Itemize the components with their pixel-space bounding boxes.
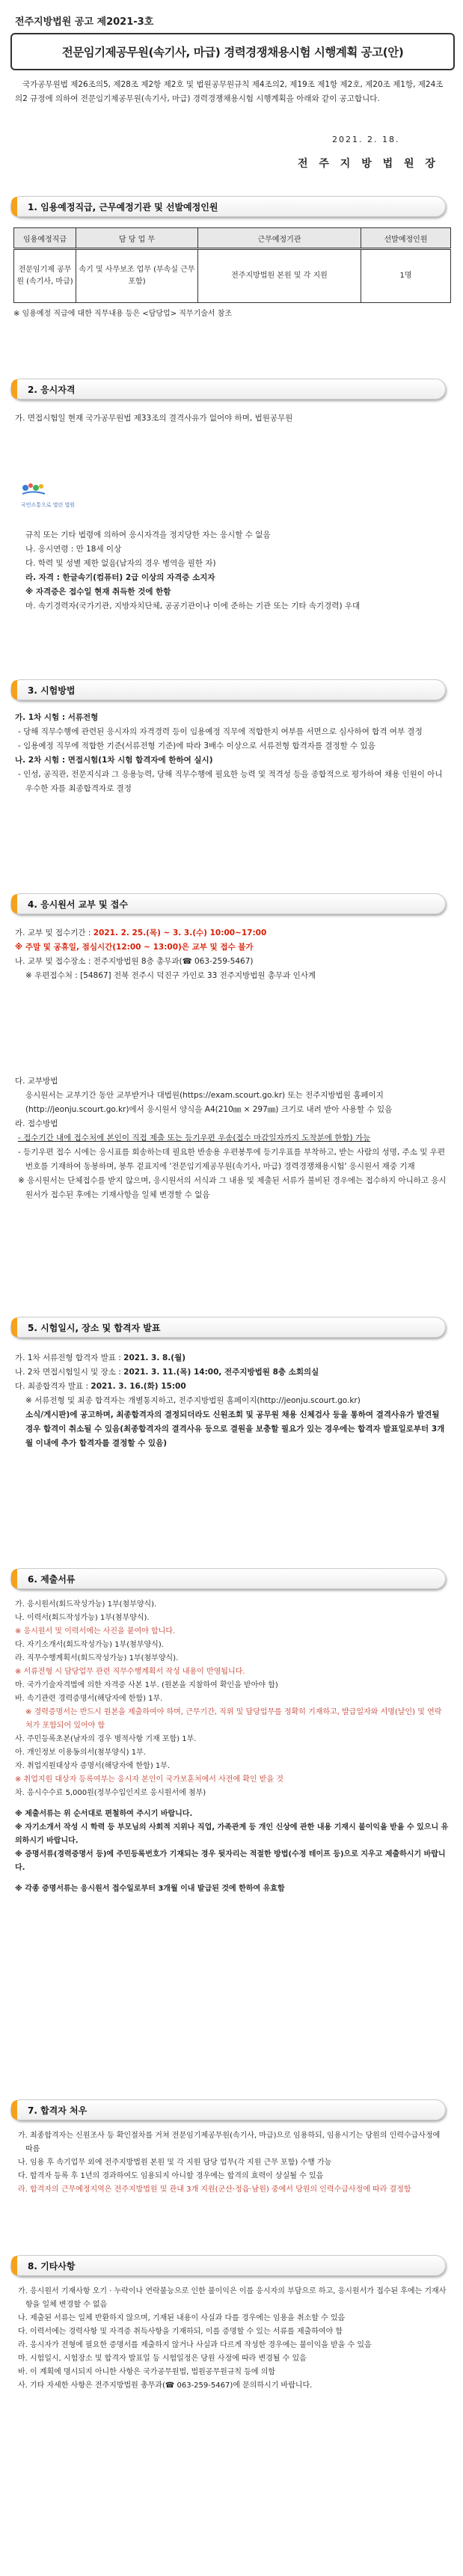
section-accent-bar (11, 894, 17, 914)
section-header-8 (10, 2255, 446, 2276)
s6-item: 라. 직무수행계획서(회드작성가능) 1부(첨부양식). (15, 1654, 179, 1662)
section-accent-bar (11, 1569, 17, 1588)
s8-line: 나. 제출된 서류는 일체 반환하지 않으며, 기재된 내용이 사실과 다를 경우에는 임용을 취소할 수 있음 (18, 2314, 346, 2322)
table-cell: 속기 및 사무보조 업무 (부속실 근무 포함) (76, 249, 198, 303)
table-header: 선발예정인원 (361, 228, 451, 249)
section-accent-bar (11, 680, 17, 700)
s3-line: - 임용예정 직무에 적합한 기준(서류전형 기준)에 따라 3배수 이상으로 서류전형 합격자를 결정할 수 있음 (18, 741, 375, 750)
s2-line-a: 가. 면접시험일 현재 국가공무원법 제33조의 결격사유가 없어야 하며, 법원공무원 (15, 414, 293, 423)
table-header: 근무예정기관 (198, 228, 361, 249)
position-table (13, 227, 451, 303)
section-accent-bar (11, 2256, 17, 2275)
document-title: 전문임기제공무원(속기사, 마급) 경력경쟁채용시험 시행계획 공고(안) (61, 46, 404, 59)
table-header: 담 당 업 무 (76, 228, 198, 249)
s4-line: 나. 교부 및 접수장소 : 전주지방법원 8층 총무과(☎ 063-259-5467) (15, 957, 254, 966)
section-title: 4. 응시원서 교부 및 접수 (28, 899, 128, 910)
s6-note: ※ 경력증명서는 반드시 원본을 제출하여야 하며, 근무기간, 직위 및 담당업무를 정확히 기재하고, 발급일자와 서명(날인) 및 연락처가 포함되어 있어야 함 (25, 1708, 442, 1730)
s8-line: 다. 이력서에는 경력사항 및 자격증 취득사항을 기재하되, 이를 증명할 수 있는 서류를 제출하여야 함 (18, 2328, 343, 2336)
section-header-7 (10, 2099, 446, 2120)
s5-value: 2021. 3. 8.(월) (123, 1353, 186, 1362)
s5-line: 소식/게시판)에 공고하며, 최종합격자의 결정되더라도 신원조회 및 공무원 채용 신체검사 등을 통하여 결격사유가 발견될 경우 합격이 취소될 수 있음(최종합격자의 결격사유 등으로 결원을 보충할 필요가 있는 경우에는 합격자 발표일로부터 3개월 이내에 추가 합격자를 결정할 수 있음) (25, 1410, 445, 1448)
s5-body (15, 1351, 449, 1451)
s2-line: ※ 자격증은 접수일 현재 취득한 것에 한함 (25, 587, 171, 596)
s6-item: 다. 자기소개서(회드작성가능) 1부(첨부양식). (15, 1641, 164, 1649)
section-title: 6. 제출서류 (28, 1574, 76, 1585)
intro-paragraph: 국가공무원법 제26조의5, 제28조 제2항 제2호 및 법원공무원규칙 제4조의2, 제19조 제1항 제2호, 제20조 제1항, 제24조의2 규정에 의하여 전문임기제공무원(속기사, 마급) 경력경쟁채용시험 시행계획을 아래와 같이 공고합니다. (15, 80, 444, 103)
section-title: 3. 시험방법 (28, 685, 76, 696)
s8-line: 바. 이 계획에 명시되지 아니한 사항은 국가공무원법, 법원공무원규칙 등에 의함 (18, 2368, 276, 2376)
section-header-6 (10, 1568, 446, 1589)
s4-line: - 등기우편 접수 시에는 응시표를 회송하는데 필요한 반송용 우편봉투에 등기우표를 부착하고, 받는 사람의 성명, 주소 및 우편번호를 기재하여 동봉하며, 봉투 겉표지에 '전문임기제공무원(속기사, 마급) 경력경쟁채용시험' 응시원서 재중 기재 (18, 1148, 446, 1171)
s6-remark: ※ 자기소개서 작성 시 학력 등 부모님의 사회적 지위나 직업, 가족관계 등 개인 신상에 관한 내용 기재시 불이익을 받을 수 있으니 유의하시기 바랍니다. (15, 1823, 449, 1845)
s4-line: 응시원서는 교부기간 동안 교부받거나 대법원(https://exam.scourt.go.kr) 또는 전주지방법원 홈페이지(http://jeonju.scourt.go.kr)에서 응시원서 양식을 A4(210㎜ × 297㎜) 크기로 내려 받아 사용할 수 있음 (25, 1091, 393, 1114)
s4-bottom (15, 1074, 449, 1202)
s6-remark: ※ 증명서류(경력증명서 등)에 주민등록번호가 기재되는 경우 뒷자리는 적절한 방법(수정 테이프 등)으로 지우고 제출하시기 바랍니다. (15, 1850, 446, 1872)
s6-note: ※ 서류전형 시 담당업무 관련 직무수행계획서 작성 내용이 반영됩니다. (15, 1668, 245, 1676)
s4-period: 2021. 2. 25.(목) ~ 3. 3.(수) 10:00~17:00 (93, 928, 267, 937)
issuing-organization: 전 주 지 방 법 원 장 (298, 158, 439, 170)
s8-line: 라. 응시자가 전형에 필요한 증명서를 제출하지 않거나 사실과 다르게 작성한 경우에는 불이익을 받을 수 있음 (18, 2341, 372, 2349)
s5-value: 2021. 3. 11.(목) 14:00, 전주지방법원 8층 소회의실 (123, 1368, 319, 1377)
s3-line: - 당해 직무수행에 관련된 응시자의 자격경력 등이 임용예정 직무에 적합한지 여부를 서면으로 심사하여 합격 여부 결정 (18, 727, 423, 736)
section-title: 8. 기타사항 (28, 2261, 76, 2271)
s4-note: ※ 주말 및 공휴일, 점심시간(12:00 ~ 13:00)은 교부 및 접수 불가 (15, 943, 254, 952)
s2-line: 나. 응시연령 : 만 18세 이상 (25, 545, 122, 554)
section-title: 1. 임용예정직급, 근무예정기관 및 선발예정인원 (28, 202, 218, 212)
s6-item: 바. 속기관련 경력증명서(해당자에 한함) 1부. (15, 1695, 163, 1703)
s4-line: 다. 교부방법 (15, 1077, 58, 1086)
section-header-1 (10, 196, 446, 217)
s3-line: - 인성, 공직관, 전문지식과 그 응용능력, 당해 직무수행에 필요한 능력 및 적격성 등을 종합적으로 평가하여 채용 인원이 아니 우수한 자를 최종합격자로 결정 (18, 770, 443, 793)
table-note: ※ 임용예정 직급에 대한 직무내용 등은 <담당업> 직무기술서 참조 (13, 310, 233, 318)
s5-line: ※ 서류전형 및 최종 합격자는 개별통지하고, 전주지방법원 홈페이지(http://jeonju.scourt.go.kr) (25, 1396, 361, 1405)
s6-item: 나. 이력서(회드작성가능) 1부(첨부양식). (15, 1614, 150, 1622)
section-accent-bar (11, 2100, 17, 2120)
s7-line: 라. 합격자의 근무예정지역은 전주지방법원 및 관내 3개 지원(군산·정읍·남원) 중에서 당원의 인력수급사정에 따라 결정함 (18, 2185, 411, 2194)
s5-value: 2021. 3. 16.(화) 15:00 (91, 1382, 186, 1391)
logo-caption: 국민소통으로 열린 법원 (21, 502, 76, 508)
table-header: 임용예정직급 (14, 228, 76, 249)
table-cell: 전주지방법원 본원 및 각 지원 (198, 249, 361, 303)
s7-line: 다. 합격자 등록 후 1년의 경과하여도 임용되지 아니할 경우에는 합격의 효력이 상실될 수 있음 (18, 2172, 324, 2180)
s2-line: 마. 속기경력자(국가기관, 지방자치단체, 공공기관이나 이에 준하는 기관 또는 기타 속기경력) 우대 (25, 602, 361, 611)
section-header-3 (10, 679, 446, 700)
document-number: 전주지방법원 공고 제2021-3호 (15, 16, 154, 28)
section-accent-bar (11, 379, 17, 399)
s5-label: 나. 2차 면접시험일시 및 장소 : (15, 1368, 121, 1377)
s7-body (15, 2129, 449, 2197)
court-logo (18, 479, 93, 516)
s6-item: 가. 응시원서(회드작성가능) 1부(첨부양식). (15, 1600, 157, 1609)
s4-line: - 접수기간 내에 접수처에 본인이 직접 제출 또는 등기우편 우송(접수 마감일자까지 도착분에 한함) 가능 (18, 1133, 371, 1142)
section-header-4 (10, 893, 446, 914)
table-header-row (14, 228, 451, 249)
s8-line: 사. 기타 자세한 사항은 전주지방법원 총무과(☎ 063-259-5467)에 문의하시기 바랍니다. (18, 2381, 313, 2390)
s6-note: ※ 응시원서 및 이력서에는 사진을 붙여야 합니다. (15, 1627, 176, 1636)
s7-line: 가. 최종합격자는 신원조사 등 확인절차를 거쳐 전문임기제공무원(속기사, 마급)으로 임용하되, 임용시기는 당원의 인력수급사정에 따름 (18, 2132, 441, 2153)
s8-body (15, 2285, 449, 2393)
section-title: 7. 합격자 처우 (28, 2105, 88, 2116)
s3-line: 나. 2차 시험 : 면접시험(1차 시험 합격자에 한하여 실시) (15, 756, 213, 765)
s6-remark: ※ 제출서류는 위 순서대로 편철하여 주시기 바랍니다. (15, 1810, 193, 1818)
court-emblem-icon (18, 479, 93, 516)
s2-line: 라. 자격 : 한글속기(컴퓨터) 2급 이상의 자격증 소지자 (25, 573, 215, 582)
s2-line: 규칙 또는 기타 법령에 의하여 응시자격을 정지당한 자는 응시할 수 없음 (25, 530, 271, 539)
s5-label: 다. 최종합격자 발표 : (15, 1382, 89, 1391)
table-row (14, 249, 451, 303)
s3-line: 가. 1차 시험 : 서류전형 (15, 713, 99, 722)
section-header-5 (10, 1317, 446, 1338)
s4-line: 라. 접수방법 (15, 1119, 58, 1128)
s4-label: 가. 교부 및 접수기간 : (15, 928, 91, 937)
s5-label: 가. 1차 서류전형 합격자 발표 : (15, 1353, 121, 1362)
s8-line: 마. 시험일시, 시험장소 및 합격자 발표일 등 시험일정은 당원 사정에 따라 변경될 수 있음 (18, 2355, 307, 2363)
s6-item: 자. 취업지원대상자 증명서(해당자에 한함) 1부. (15, 1762, 171, 1770)
s2-body (25, 528, 449, 614)
s4-top (15, 926, 449, 983)
s6-item: 아. 개인정보 이용동의서(첨부양식) 1부. (15, 1749, 146, 1757)
s8-line: 가. 응시원서 기재사항 오기 · 누락이나 연락불능으로 인한 불이익은 이를 응시자의 부담으로 하고, 응시원서가 접수된 후에는 기재사항을 일체 변경할 수 없음 (18, 2287, 447, 2309)
section-title: 2. 응시자격 (28, 385, 76, 395)
s6-note: ※ 취업지원 대상자 등록여부는 응시자 본인이 국가보훈처에서 사전에 확인 받을 것 (15, 1775, 283, 1784)
section-accent-bar (11, 1318, 17, 1337)
table-cell: 전문임기제 공무원 (속기사, 마급) (14, 249, 76, 303)
s2-line: 다. 학력 및 성별 제한 없음(남자의 경우 병역을 필한 자) (25, 559, 216, 568)
s6-remark: ※ 각종 증명서류는 응시원서 접수일로부터 3개월 이내 발급된 것에 한하여 유효함 (15, 1885, 285, 1893)
s4-line: ※ 우편접수처 : [54867] 전북 전주시 덕진구 가인로 33 전주지방법원 총무과 인사계 (25, 971, 316, 980)
section-header-2 (10, 379, 446, 400)
title-box (10, 33, 455, 70)
s6-item: 차. 응시수수료 5,000원(정부수입인지로 응시원서에 첨부) (15, 1789, 206, 1797)
s7-line: 나. 임용 후 속기업무 외에 전주지방법원 본원 및 각 지원 담당 업무(각 지원 근무 포함) 수행 가능 (18, 2159, 332, 2167)
section-accent-bar (11, 197, 17, 216)
s6-item: 마. 국가기술자격법에 의한 자격증 사본 1부. (원본을 지참하여 확인을 받아야 함) (15, 1681, 278, 1689)
table-cell: 1명 (361, 249, 451, 303)
section-title: 5. 시험일시, 장소 및 합격자 발표 (28, 1323, 161, 1333)
s3-body (15, 711, 449, 796)
s6-item: 사. 주민등록초본(남자의 경우 병적사항 기재 포함) 1부. (15, 1735, 197, 1743)
notice-date: 2021. 2. 18. (332, 135, 400, 144)
s6-body (15, 1598, 449, 1896)
s4-line: ※ 응시원서는 단체접수를 받지 않으며, 응시원서의 서식과 그 내용 및 제출된 서류가 불비된 경우에는 접수하지 아니하고 응시원서가 접수된 후에는 기재사항을 일체 변경할 수 없음 (18, 1176, 447, 1199)
